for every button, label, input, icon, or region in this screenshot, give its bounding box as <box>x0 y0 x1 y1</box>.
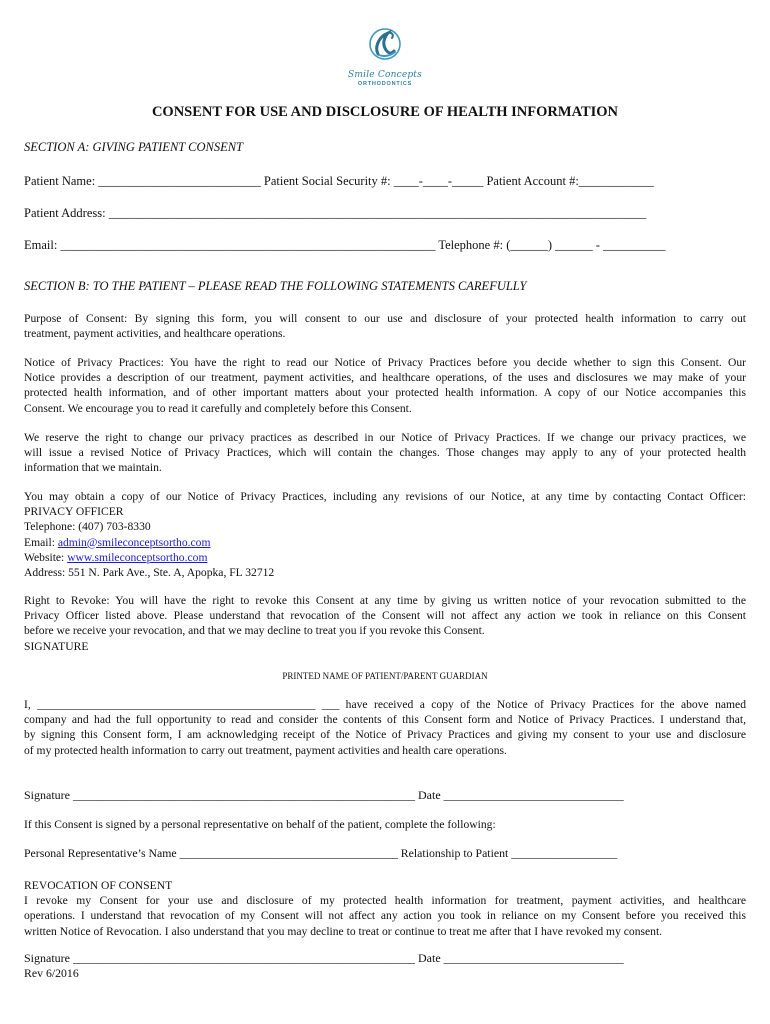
printed-name-field[interactable]: I, ________________________________________________ ___ have received a copy of the Notice of Privacy Practices for the above named <box>24 698 746 711</box>
paragraph-line: information that we maintain. <box>24 461 162 475</box>
form-title: CONSENT FOR USE AND DISCLOSURE OF HEALTH INFORMATION <box>151 104 619 120</box>
representative-note: If this Consent is signed by a personal representative on behalf of the patient, complete the following: <box>24 818 496 831</box>
logo-brand-text: Smile Concepts <box>348 70 422 80</box>
purpose-paragraph <box>24 311 746 341</box>
revocation-signature-line[interactable]: Signature _________________________________________________________ Date ______________________________ <box>24 951 624 965</box>
revocation-block <box>24 878 746 939</box>
contact-telephone: Telephone: (407) 703-8330 <box>24 520 151 534</box>
website-label: Website: <box>24 550 68 564</box>
contact-website-row <box>24 550 746 565</box>
privacy-officer-label: PRIVACY OFFICER <box>24 505 124 519</box>
paragraph-line: Right to Revoke: You will have the right to revoke this Consent at any time by giving us written notice of your revocation submitted to the <box>24 594 746 607</box>
patient-signature-line[interactable]: Signature _________________________________________________________ Date ______________________________ <box>24 788 624 802</box>
paragraph-line: Notice provides a description of our treatment, payment activities, and healthcare operations, of the uses and disclosures we may make of your <box>24 371 746 385</box>
paragraph-line: of my protected health information to carry out treatment, payment activities and health care operations. <box>24 743 507 757</box>
representative-line[interactable]: Personal Representative’s Name _____________________________________ Relationship to Patient __________________ <box>24 846 618 860</box>
revoke-paragraph <box>24 593 746 654</box>
section-b-heading: SECTION B: TO THE PATIENT – PLEASE READ THE FOLLOWING STATEMENTS CAREFULLY <box>24 279 527 293</box>
signature-heading: SIGNATURE <box>24 639 89 653</box>
acknowledgement-paragraph <box>24 697 746 758</box>
paragraph-line: operations. I understand that revocation of my Consent will not affect any action you took in reliance on my Consent before you received this <box>24 909 746 923</box>
paragraph-line: Notice of Privacy Practices: You have the right to read our Notice of Privacy Practices before you decide whether to sign this Consent. Our <box>24 356 746 369</box>
paragraph-line: company and had the full opportunity to read and consider the contents of this Consent form and Notice of Privacy Practices. I understand that, <box>24 713 746 727</box>
paragraph-line: Consent. We encourage you to read it carefully and completely before this Consent. <box>24 401 412 415</box>
revision-date: Rev 6/2016 <box>24 966 79 980</box>
clinic-logo <box>348 24 422 90</box>
contact-address: Address: 551 N. Park Ave., Ste. A, Apopka, FL 32712 <box>24 566 275 580</box>
paragraph-line: I revoke my Consent for your use and disclosure of my protected health information for treatment, payment activities, and healthcare <box>24 894 746 908</box>
paragraph-line: We reserve the right to change our privacy practices as described in our Notice of Privacy Practices. If we change our privacy practices, we <box>24 431 746 444</box>
patient-address-line[interactable]: Patient Address: ______________________________________________________________________________________ <box>24 206 647 220</box>
paragraph-line: will issue a revised Notice of Privacy Practices, which will contain the changes. Those changes may apply to any of your protected health <box>24 446 746 460</box>
contact-block <box>24 489 746 580</box>
paragraph-line: Purpose of Consent: By signing this form, you will consent to our use and disclosure of your protected health information to carry out <box>24 312 746 325</box>
paragraph-line: treatment, payment activities, and healthcare operations. <box>24 327 286 341</box>
website-link[interactable]: www.smileconceptsortho.com <box>67 550 208 564</box>
email-telephone-line[interactable]: Email: ____________________________________________________________ Telephone #: (______) ______ - __________ <box>24 238 666 252</box>
paragraph-line: protected health information, and of other important matters about your protected health information. A copy of our Notice accompanies this <box>24 386 746 400</box>
logo-subtitle-text: ORTHODONTICS <box>357 81 413 87</box>
contact-email-row <box>24 535 746 550</box>
obtain-notice-text: You may obtain a copy of our Notice of Privacy Practices, including any revisions of our Notice, at any time by contacting Contact Officer: <box>24 490 746 503</box>
patient-info-line[interactable]: Patient Name: __________________________ Patient Social Security #: ____-____-_____ Patient Account #:____________ <box>24 174 654 188</box>
reserve-paragraph <box>24 430 746 476</box>
paragraph-line: before we receive your revocation, and that we may decline to treat you if you revoke this Consent. <box>24 624 485 638</box>
email-link[interactable]: admin@smileconceptsortho.com <box>57 535 211 549</box>
paragraph-line: written Notice of Revocation. I also understand that you may decline to treat or continue to treat me after that I have revoked my consent. <box>24 924 663 938</box>
email-label: Email: <box>24 535 58 549</box>
section-a-heading: SECTION A: GIVING PATIENT CONSENT <box>24 140 244 154</box>
printed-name-label: PRINTED NAME OF PATIENT/PARENT GUARDIAN <box>282 671 488 681</box>
notice-paragraph <box>24 355 746 416</box>
paragraph-line: by signing this Consent form, I am acknowledging receipt of the Notice of Privacy Practices and giving my consent to your use and disclosure <box>24 728 746 742</box>
paragraph-line: Privacy Officer listed above. Please understand that revocation of the Consent will not affect any action we took in reliance on this Consent <box>24 609 746 623</box>
revocation-heading: REVOCATION OF CONSENT <box>24 879 173 892</box>
swan-logo-icon <box>348 24 422 70</box>
